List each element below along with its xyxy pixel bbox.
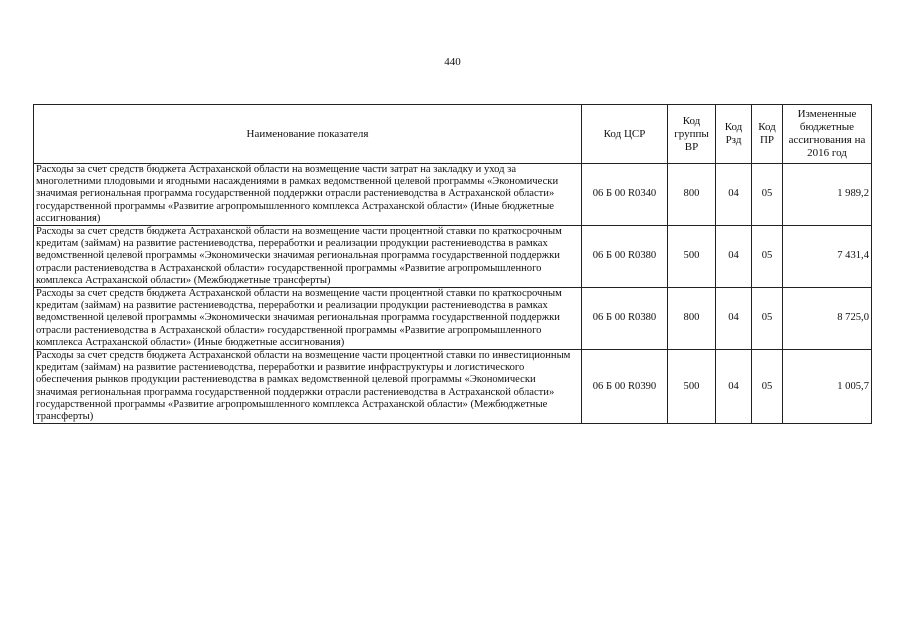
header-csr: Код ЦСР: [582, 105, 668, 164]
row-amount: 1 005,7: [783, 350, 872, 424]
table-header-row: [34, 105, 872, 164]
row-vr: 500: [668, 226, 716, 288]
row-pr: 05: [752, 226, 783, 288]
header-amount: Измененные бюджетные ассигнования на 2016 год: [783, 105, 872, 164]
table-row: [34, 226, 872, 288]
row-rzd: 04: [716, 226, 752, 288]
row-csr: 06 Б 00 R0380: [582, 288, 668, 350]
header-name: Наименование показателя: [34, 105, 582, 164]
row-pr: 05: [752, 288, 783, 350]
table-row: [34, 350, 872, 424]
row-rzd: 04: [716, 164, 752, 226]
row-rzd: 04: [716, 288, 752, 350]
row-amount: 1 989,2: [783, 164, 872, 226]
row-rzd: 04: [716, 350, 752, 424]
row-name: Расходы за счет средств бюджета Астраханской области на возмещение части процентной ставки по инвестиционным кредитам (займам) на развитие растениеводства, переработки и развитие инфраструктуры и логистического обеспечения рынков продукции растениеводства в рамках ведомственной целевой программы «Экономически значимая региональная программа государственной поддержки отрасли растениеводства в Астраханской области» государственной программы «Развитие агропромышленного комплекса Астраханской области» (Межбюджетные трансферты): [34, 350, 582, 424]
row-vr: 800: [668, 288, 716, 350]
row-csr: 06 Б 00 R0380: [582, 226, 668, 288]
row-vr: 800: [668, 164, 716, 226]
page-number: 440: [444, 56, 461, 68]
row-csr: 06 Б 00 R0340: [582, 164, 668, 226]
row-pr: 05: [752, 350, 783, 424]
row-name: Расходы за счет средств бюджета Астраханской области на возмещение части затрат на закладку и уход за многолетними плодовыми и ягодными насаждениями в рамках ведомственной целевой программы «Экономически значимая региональная программа государственной поддержки отрасли растениеводства в Астраханской области» государственной программы «Развитие агропромышленного комплекса Астраханской области» (Иные бюджетные ассигнования): [34, 164, 582, 226]
row-amount: 8 725,0: [783, 288, 872, 350]
header-rzd: Код Рзд: [716, 105, 752, 164]
row-name: Расходы за счет средств бюджета Астраханской области на возмещение части процентной ставки по краткосрочным кредитам (займам) на развитие растениеводства, переработки и реализации продукции растениеводства в рамках ведомственной целевой программы «Экономически значимая региональная программа государственной поддержки отрасли растениеводства в Астраханской области» государственной программы «Развитие агропромышленного комплекса Астраханской области» (Межбюджетные трансферты): [34, 226, 582, 288]
row-amount: 7 431,4: [783, 226, 872, 288]
row-vr: 500: [668, 350, 716, 424]
table-row: [34, 164, 872, 226]
row-csr: 06 Б 00 R0390: [582, 350, 668, 424]
row-pr: 05: [752, 164, 783, 226]
header-pr: Код ПР: [752, 105, 783, 164]
header-vr: Код группы ВР: [668, 105, 716, 164]
budget-table: [33, 104, 872, 424]
row-name: Расходы за счет средств бюджета Астраханской области на возмещение части процентной ставки по краткосрочным кредитам (займам) на развитие растениеводства, переработки и реализации продукции растениеводства в рамках ведомственной целевой программы «Экономически значимая региональная программа государственной поддержки отрасли растениеводства в Астраханской области» государственной программы «Развитие агропромышленного комплекса Астраханской области» (Иные бюджетные ассигнования): [34, 288, 582, 350]
table-row: [34, 288, 872, 350]
